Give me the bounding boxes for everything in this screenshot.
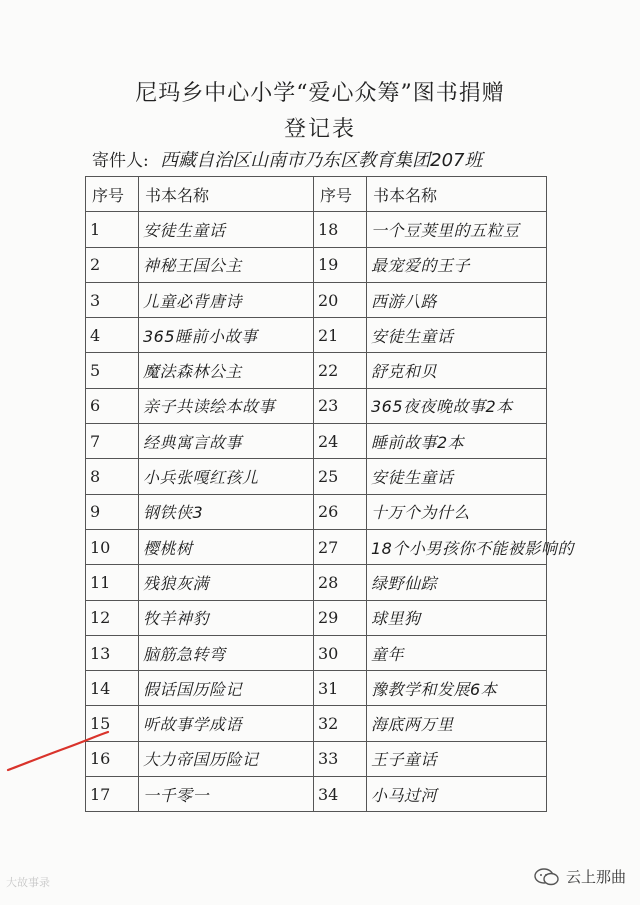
row-index-right: 28 xyxy=(314,565,367,600)
sender-label: 寄件人: xyxy=(92,151,149,171)
row-index-right: 20 xyxy=(314,282,367,317)
watermark-right xyxy=(534,866,626,887)
row-book-left: 樱桃树 xyxy=(139,529,314,564)
row-book-right: 安徒生童话 xyxy=(367,318,547,353)
header-book-right: 书本名称 xyxy=(367,177,547,212)
row-book-left: 365睡前小故事 xyxy=(139,318,314,353)
watermark-right-text: 云上那曲 xyxy=(565,868,626,886)
table-row xyxy=(86,529,547,564)
table-row xyxy=(86,741,547,776)
row-index-right: 34 xyxy=(314,777,367,812)
row-index-left: 7 xyxy=(86,424,139,459)
row-book-left: 残狼灰满 xyxy=(139,565,314,600)
row-index-left: 9 xyxy=(86,494,139,529)
header-book-left: 书本名称 xyxy=(139,177,314,212)
row-index-right: 30 xyxy=(314,635,367,670)
row-book-right: 舒克和贝 xyxy=(367,353,547,388)
row-index-left: 10 xyxy=(86,529,139,564)
table-row xyxy=(86,353,547,388)
document-title: 尼玛乡中心小学“爱心众筹”图书捐赠 xyxy=(135,81,505,106)
row-index-left: 15 xyxy=(86,706,139,741)
row-index-left: 5 xyxy=(86,353,139,388)
row-index-left: 8 xyxy=(86,459,139,494)
row-book-right: 王子童话 xyxy=(367,741,547,776)
row-index-right: 29 xyxy=(314,600,367,635)
row-index-left: 3 xyxy=(86,282,139,317)
row-book-right: 绿野仙踪 xyxy=(367,565,547,600)
row-index-left: 4 xyxy=(86,318,139,353)
row-index-right: 27 xyxy=(314,529,367,564)
sender-value: 西藏自治区山南市乃东区教育集团207班 xyxy=(160,150,483,171)
table-row xyxy=(86,459,547,494)
row-book-right: 海底两万里 xyxy=(367,706,547,741)
row-index-left: 13 xyxy=(86,635,139,670)
table-row xyxy=(86,318,547,353)
table-row xyxy=(86,212,547,247)
row-index-left: 14 xyxy=(86,671,139,706)
row-book-left: 脑筋急转弯 xyxy=(139,635,314,670)
row-book-left: 经典寓言故事 xyxy=(139,424,314,459)
document-subtitle: 登记表 xyxy=(283,117,356,142)
row-book-right: 一个豆荚里的五粒豆 xyxy=(367,212,547,247)
red-pen-mark xyxy=(4,730,114,780)
row-book-left: 听故事学成语 xyxy=(139,706,314,741)
row-book-left: 牧羊神豹 xyxy=(139,600,314,635)
row-index-right: 22 xyxy=(314,353,367,388)
row-index-left: 17 xyxy=(86,777,139,812)
table-row xyxy=(86,635,547,670)
table-row xyxy=(86,671,547,706)
table-row xyxy=(86,777,547,812)
row-book-left: 魔法森林公主 xyxy=(139,353,314,388)
row-index-right: 23 xyxy=(314,388,367,423)
table-row xyxy=(86,706,547,741)
header-index-right: 序号 xyxy=(314,177,367,212)
table-header-row xyxy=(86,177,547,212)
row-index-right: 18 xyxy=(314,212,367,247)
row-book-right: 365夜夜晚故事2本 xyxy=(367,388,547,423)
table-row xyxy=(86,388,547,423)
row-index-right: 21 xyxy=(314,318,367,353)
header-index-left: 序号 xyxy=(86,177,139,212)
row-book-right: 小马过河 xyxy=(367,777,547,812)
table-row xyxy=(86,565,547,600)
row-index-right: 25 xyxy=(314,459,367,494)
row-book-right: 童年 xyxy=(367,635,547,670)
row-index-right: 31 xyxy=(314,671,367,706)
row-index-left: 2 xyxy=(86,247,139,282)
table-row xyxy=(86,600,547,635)
row-index-right: 33 xyxy=(314,741,367,776)
row-book-left: 一千零一 xyxy=(139,777,314,812)
row-book-left: 安徒生童话 xyxy=(139,212,314,247)
table-row xyxy=(86,494,547,529)
row-book-right: 睡前故事2本 xyxy=(367,424,547,459)
row-book-right: 安徒生童话 xyxy=(367,459,547,494)
row-index-left: 6 xyxy=(86,388,139,423)
row-book-right: 十万个为什么 xyxy=(367,494,547,529)
row-index-right: 19 xyxy=(314,247,367,282)
table-row xyxy=(86,282,547,317)
row-index-left: 1 xyxy=(86,212,139,247)
wechat-icon xyxy=(534,867,560,887)
row-book-left: 钢铁侠3 xyxy=(139,494,314,529)
donation-table xyxy=(85,176,574,812)
row-index-right: 32 xyxy=(314,706,367,741)
row-book-left: 亲子共读绘本故事 xyxy=(139,388,314,423)
row-book-left: 神秘王国公主 xyxy=(139,247,314,282)
row-index-left: 12 xyxy=(86,600,139,635)
row-index-right: 24 xyxy=(314,424,367,459)
table-row xyxy=(86,247,547,282)
row-index-left: 16 xyxy=(86,741,139,776)
watermark-left: 大故事录 xyxy=(6,876,50,889)
row-book-right: 球里狗 xyxy=(367,600,547,635)
row-book-left: 大力帝国历险记 xyxy=(139,741,314,776)
row-book-left: 小兵张嘎红孩儿 xyxy=(139,459,314,494)
table-row xyxy=(86,424,547,459)
row-book-left: 儿童必背唐诗 xyxy=(139,282,314,317)
row-book-right: 最宠爱的王子 xyxy=(367,247,547,282)
sender-line xyxy=(92,146,483,172)
row-book-right: 18个小男孩你不能被影响的 xyxy=(367,529,547,564)
row-book-left: 假话国历险记 xyxy=(139,671,314,706)
row-index-right: 26 xyxy=(314,494,367,529)
row-book-right: 豫教学和发展6本 xyxy=(367,671,547,706)
row-index-left: 11 xyxy=(86,565,139,600)
row-book-right: 西游八路 xyxy=(367,282,547,317)
